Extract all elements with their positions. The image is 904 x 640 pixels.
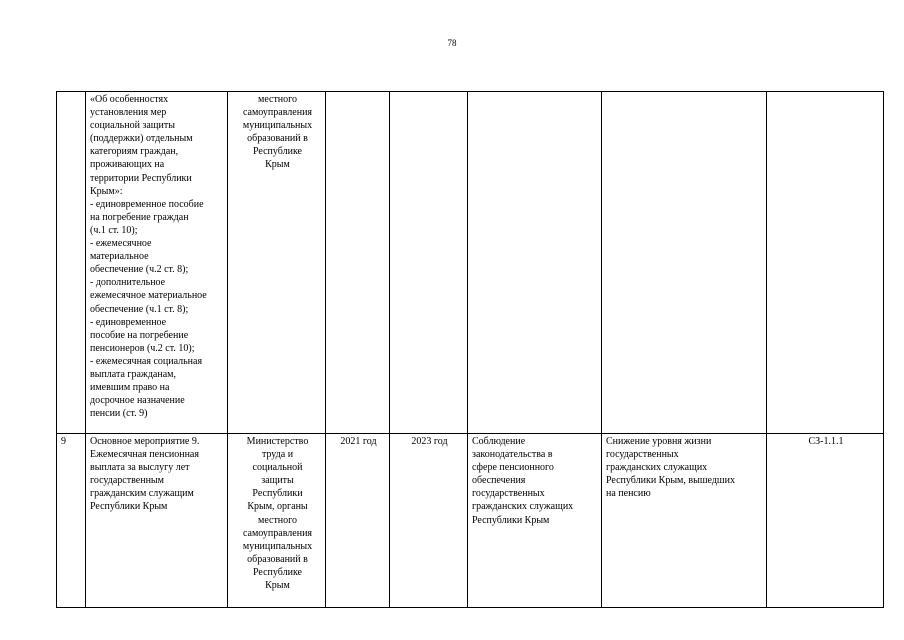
text-line: (ч.1 ст. 10); <box>90 224 138 236</box>
text-line: пособие на погребение <box>90 329 189 341</box>
executor-cell <box>228 92 326 434</box>
expected-result-cell <box>468 92 602 434</box>
text-line: Крым»: <box>90 185 123 197</box>
measure-cell <box>86 92 228 434</box>
text-line: сфере пенсионного <box>472 462 554 474</box>
text-line: гражданских служащих <box>472 501 574 513</box>
text-line: категориям граждан, <box>90 146 179 158</box>
text-line: самоуправления <box>242 527 313 539</box>
consequence-cell <box>602 92 767 434</box>
consequence-cell <box>602 434 767 608</box>
text-line: муниципальных <box>242 540 313 552</box>
indicator-link-cell <box>767 92 884 434</box>
text-line: Республики <box>252 488 303 500</box>
text-line: - единовременное <box>90 316 167 328</box>
text-line: образований в <box>247 553 308 565</box>
table-row <box>57 434 884 608</box>
text-line: выплата за выслугу лет <box>90 462 190 474</box>
text-line: Республики Крым, вышедших <box>606 475 735 487</box>
text-line: - дополнительное <box>90 277 166 289</box>
text-line: на пенсию <box>606 488 651 500</box>
table-row <box>57 92 884 434</box>
measures-table <box>56 91 884 608</box>
row-number-cell: 9 <box>57 434 86 608</box>
text-line: Министерство <box>246 436 309 447</box>
text-line: гражданским служащим <box>90 488 194 500</box>
text-line: пенсии (ст. 9) <box>90 408 148 420</box>
text-line: Республике <box>252 566 302 578</box>
text-line: (поддержки) отдельным <box>90 133 193 145</box>
text-line: на погребение граждан <box>90 211 189 223</box>
text-line: местного <box>257 94 298 105</box>
text-line: - ежемесячное <box>90 238 152 250</box>
text-line: муниципальных <box>242 120 313 132</box>
text-line: Республике <box>252 146 302 158</box>
measure-cell <box>86 434 228 608</box>
text-line: Соблюдение <box>472 436 526 447</box>
text-line: социальной защиты <box>90 120 175 132</box>
text-line: Крым <box>265 159 290 171</box>
text-line: защиты <box>261 475 294 487</box>
text-line: самоуправления <box>242 107 313 119</box>
text-line: гражданских служащих <box>606 462 708 474</box>
text-line: труда и <box>261 449 294 461</box>
text-line: государственных <box>472 488 545 500</box>
text-line: Крым <box>265 580 290 592</box>
text-line: обеспечение (ч.1 ст. 8); <box>90 303 189 315</box>
text-line: законодательства в <box>472 449 553 461</box>
text-line: обеспечение (ч.2 ст. 8); <box>90 264 189 276</box>
text-line: установления мер <box>90 107 167 119</box>
text-line: Республики Крым <box>90 501 168 513</box>
text-line: Республики Крым <box>472 514 550 526</box>
text-line: обеспечения <box>472 475 526 487</box>
text-line: - единовременное пособие <box>90 198 204 210</box>
text-line: досрочное назначение <box>90 395 185 407</box>
text-line: государственным <box>90 475 164 487</box>
text-line: Крым, органы <box>247 501 308 513</box>
text-line: Ежемесячная пенсионная <box>90 449 199 461</box>
text-line: местного <box>257 514 298 526</box>
start-year-cell: 2021 год <box>326 434 390 608</box>
text-line: Снижение уровня жизни <box>606 436 712 447</box>
text-line: образований в <box>247 133 308 145</box>
text-line: - ежемесячная социальная <box>90 355 203 367</box>
text-line: материальное <box>90 251 149 263</box>
text-line: ежемесячное материальное <box>90 290 207 302</box>
executor-cell <box>228 434 326 608</box>
text-line: Основное мероприятие 9. <box>90 436 200 447</box>
row-number-cell <box>57 92 86 434</box>
text-line: проживающих на <box>90 159 165 171</box>
text-line: государственных <box>606 449 679 461</box>
expected-result-cell <box>468 434 602 608</box>
page-number: 78 <box>447 38 457 48</box>
indicator-link-cell: СЗ-1.1.1 <box>767 434 884 608</box>
end-year-cell <box>390 92 468 434</box>
start-year-cell <box>326 92 390 434</box>
end-year-cell: 2023 год <box>390 434 468 608</box>
text-line: имевшим право на <box>90 382 170 394</box>
text-line: выплата гражданам, <box>90 368 176 380</box>
text-line: социальной <box>252 462 303 474</box>
text-line: территории Республики <box>90 172 192 184</box>
text-line: «Об особенностях <box>90 94 169 105</box>
text-line: пенсионеров (ч.2 ст. 10); <box>90 342 195 354</box>
